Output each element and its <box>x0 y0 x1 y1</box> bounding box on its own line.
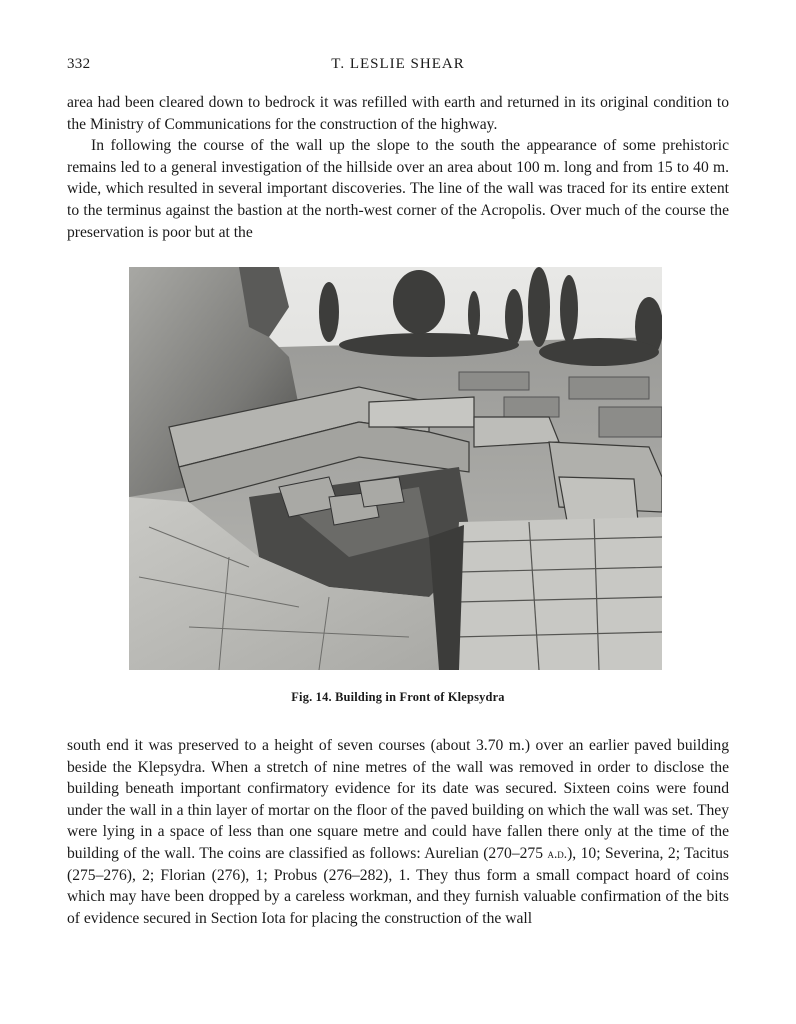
figure-caption: Fig. 14. Building in Front of Klepsydra <box>291 690 505 704</box>
paragraph-wall-course: In following the course of the wall up the slope to the south the appearance of some prehistoric remains led to a general investigation of the hillside over an area about 100 m. long and from 15 to 40 m. wide, which resulted in several important discoveries. The line of the wall was traced for its entire extent to the terminus against the bastion at the north-west corner of the Acropolis. Over much of the course the preservation is poor but at the <box>67 137 729 241</box>
body-text-bottom <box>67 735 729 929</box>
page-header <box>67 56 729 78</box>
body-text-top <box>67 92 729 243</box>
page-number: 332 <box>67 56 91 72</box>
running-head: T. LESLIE SHEAR <box>331 56 465 72</box>
coins-text-part1: south end it was preserved to a height of seven courses (about 3.70 m.) over an earlier paved building beside the Klepsydra. When a stretch of nine metres of the wall was removed in order to disclose the building beneath important confirmatory evidence for its date was secured. Sixteen coins were found under the wall in a thin layer of mortar on the floor of the paved building on which the wall was set. They were lying in a space of less than one square metre and could have fallen there only at the time of the building of the wall. The coins are classified as follows: Aurelian (270–275 <box>67 737 729 862</box>
figure-photograph <box>129 267 662 670</box>
anno-domini-abbrev: a.d. <box>547 845 568 861</box>
klepsydra-building-photo <box>129 267 662 670</box>
paragraph-continued: area had been cleared down to bedrock it was refilled with earth and returned in its original condition to the Ministry of Communications for the construction of the highway. <box>67 94 729 133</box>
paragraph-coins <box>67 735 729 929</box>
coins-text-part2: ), 10; Severina, 2; Tacitus (275–276), 2; Florian (276), 1; Probus (276–282), 1. They thus form a small compact hoard of coins which may have been dropped by a careless workman, and they furnish valuable confirmation of the bits of evidence secured in Section Iota for placing the construction of the wall <box>67 844 729 927</box>
